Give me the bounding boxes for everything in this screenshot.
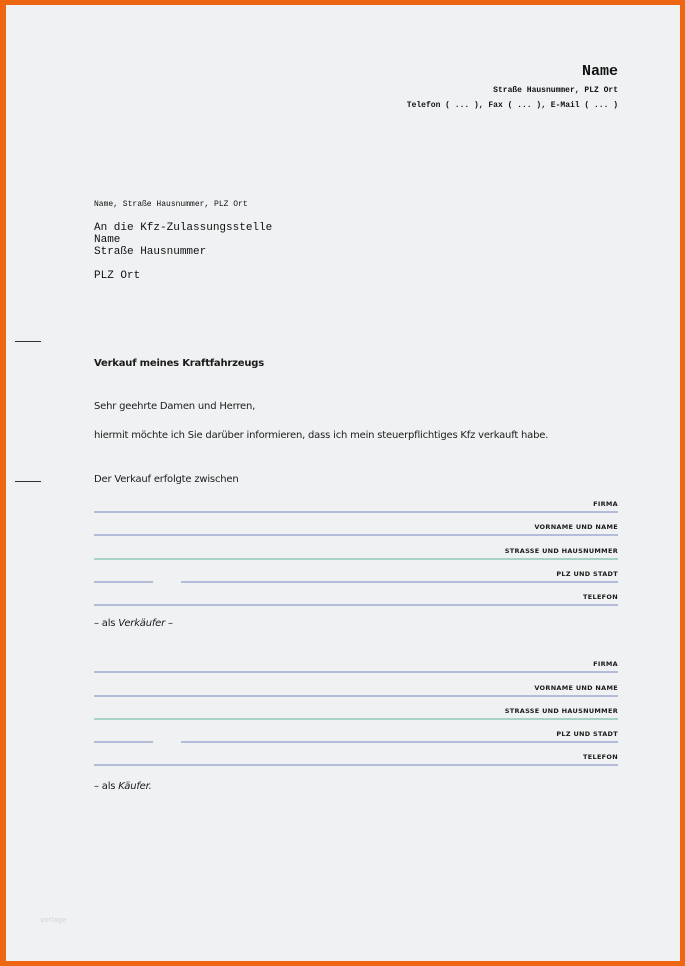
buyer-phone-label: TELEFON [583,753,618,761]
buyer-firma-label: FIRMA [593,660,618,668]
buyer-phone-field[interactable] [94,764,618,766]
seller-city-field[interactable] [181,581,618,583]
seller-role-suffix: – [165,618,173,629]
seller-role [94,618,173,629]
seller-name-field[interactable] [94,534,618,536]
buyer-role-prefix: – als [94,781,119,792]
buyer-street-field[interactable] [94,718,618,720]
recipient-spacer [94,258,272,270]
buyer-name-field[interactable] [94,695,618,697]
footer-watermark: vorlage [40,916,67,924]
buyer-zip-field[interactable] [94,741,153,743]
seller-phone-field[interactable] [94,604,618,606]
seller-city-label: PLZ UND STADT [556,570,618,578]
body-text: hiermit möchte ich Sie darüber informieren, dass ich mein steuerpflichtiges Kfz verkauft habe. [94,430,549,441]
recipient-line-3: Straße Hausnummer [94,246,207,258]
buyer-street-label: STRASSE UND HAUSNUMMER [504,707,618,715]
seller-role-prefix: – als [94,618,119,629]
seller-phone-label: TELEFON [583,593,618,601]
buyer-firma-field[interactable] [94,671,618,673]
seller-zip-field[interactable] [94,581,153,583]
salutation: Sehr geehrte Damen und Herren, [94,401,256,412]
buyer-role [94,781,152,792]
sender-name: Name [581,63,618,80]
seller-street-field[interactable] [94,558,618,560]
seller-firma-field[interactable] [94,511,618,513]
letter-page [6,5,680,961]
recipient-line-4: PLZ Ort [94,270,141,282]
seller-street-label: STRASSE UND HAUSNUMMER [504,547,618,555]
seller-firma-label: FIRMA [593,500,618,508]
fold-mark-top [15,341,41,342]
fold-mark-middle [15,481,41,482]
letter-subject: Verkauf meines Kraftfahrzeugs [94,358,264,369]
seller-role-name: Verkäufer [118,618,166,629]
recipient-address [94,222,272,282]
buyer-role-name: Käufer. [118,781,152,792]
seller-name-label: VORNAME UND NAME [534,523,618,531]
return-address: Name, Straße Hausnummer, PLZ Ort [94,200,248,209]
buyer-city-field[interactable] [181,741,618,743]
sender-contact: Telefon ( ... ), Fax ( ... ), E-Mail ( ... ) [406,101,618,110]
sender-street: Straße Hausnummer, PLZ Ort [493,86,618,95]
recipient-line-1: An die Kfz-Zulassungsstelle [94,222,273,234]
buyer-city-label: PLZ UND STADT [556,730,618,738]
sale-intro: Der Verkauf erfolgte zwischen [94,474,239,485]
recipient-line-2: Name [94,234,121,246]
buyer-name-label: VORNAME UND NAME [534,684,618,692]
